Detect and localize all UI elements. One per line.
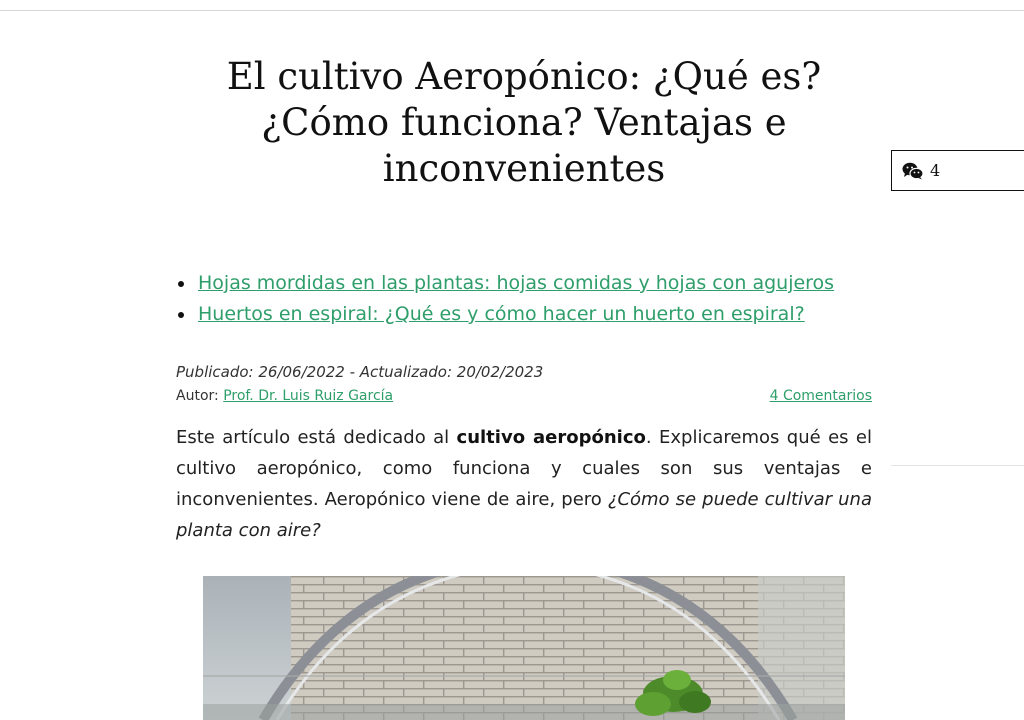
related-link[interactable]: Hojas mordidas en las plantas: hojas comidas y hojas con agujeros [198,272,835,294]
wechat-icon [902,162,924,180]
intro-text: Este artículo está dedicado al [176,427,457,448]
intro-paragraph [176,422,872,546]
greenhouse-photo [203,576,845,720]
article-hero-image [203,576,845,720]
intro-bold: cultivo aeropónico [456,427,646,448]
article-title: El cultivo Aeropónico: ¿Qué es? ¿Cómo funciona? Ventajas e inconvenientes [226,55,822,190]
author-line [176,388,393,404]
intro-question: ¿Cómo se puede cultivar una planta con aire? [176,489,872,541]
related-link[interactable]: Huertos en espiral: ¿Qué es y cómo hacer un huerto en espiral? [198,303,805,325]
list-item [176,299,872,330]
list-item [176,268,872,299]
related-articles-list [176,268,872,330]
publish-dates: Publicado: 26/06/2022 - Actualizado: 20/02/2023 [176,363,544,381]
comments-link[interactable]: 4 Comentarios [769,388,872,404]
intro-text: . Explicaremos qué es el cultivo aeropónico, como funciona y cuales son sus ventajas e inconvenientes. Aeropónico viene de aire, pero [176,427,872,510]
comments-count: 4 [930,161,941,180]
author-link[interactable]: Prof. Dr. Luis Ruiz García [223,388,394,404]
sidebar-divider [891,465,1024,466]
comments-counter-button[interactable] [891,150,1024,191]
author-label: Autor: [176,388,224,404]
top-divider [0,10,1024,11]
